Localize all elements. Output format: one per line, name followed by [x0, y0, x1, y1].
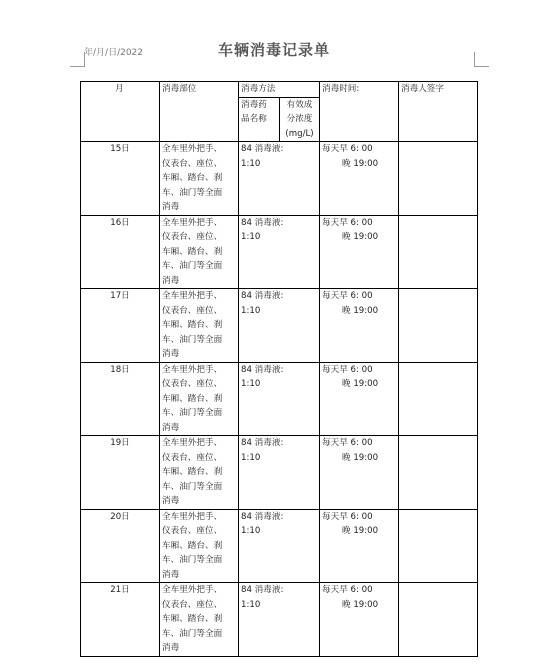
area-line: 车、油门等全面	[162, 481, 223, 492]
signature-cell[interactable]	[399, 436, 478, 510]
time-line: 晚 19:00	[342, 452, 379, 463]
area-line: 车厢、踏台、刹	[162, 393, 223, 404]
day-cell: 19日	[81, 436, 160, 510]
header-date: 年/月/日/2022	[84, 48, 144, 58]
method-line: 1:10	[241, 379, 261, 389]
method-line: 84 消毒液:	[241, 364, 284, 375]
time-line: 每天早 6: 00	[322, 438, 373, 448]
time-line: 每天早 6: 00	[322, 585, 373, 595]
method-line: 1:10	[241, 599, 261, 610]
area-line: 仪表台、座位、	[162, 158, 223, 169]
method-line: 84 消毒液:	[241, 585, 284, 595]
day-cell: 16日	[81, 215, 160, 289]
area-line: 消毒	[162, 496, 180, 506]
area-line: 全车里外把手、	[162, 511, 223, 522]
method-line: 1:10	[241, 305, 261, 316]
day-cell: 17日	[81, 289, 160, 363]
area-line: 车、油门等全面	[162, 555, 223, 565]
area-line: 车厢、踏台、刹	[162, 320, 223, 330]
day-cell: 20日	[81, 509, 160, 583]
table-row	[81, 142, 478, 216]
table-row	[81, 509, 478, 583]
area-line: 仪表台、座位、	[162, 379, 223, 389]
area-cell	[160, 362, 239, 436]
signature-cell[interactable]	[399, 509, 478, 583]
area-line: 全车里外把手、	[162, 144, 223, 154]
col-header-method: 消毒方法	[239, 82, 320, 98]
table-row	[81, 583, 478, 657]
time-line: 晚 19:00	[342, 305, 379, 316]
area-line: 全车里外把手、	[162, 291, 223, 301]
signature-cell[interactable]	[399, 362, 478, 436]
area-line: 车、油门等全面	[162, 334, 223, 345]
signature-cell[interactable]	[399, 583, 478, 657]
crop-mark-top-left	[70, 52, 85, 67]
time-line: 晚 19:00	[342, 379, 379, 389]
area-line: 消毒	[162, 569, 180, 580]
time-line: 每天早 6: 00	[322, 217, 373, 228]
area-line: 仪表台、座位、	[162, 599, 223, 610]
concentration-line: 分浓度	[286, 114, 313, 124]
method-line: 1:10	[241, 158, 261, 169]
area-line: 车厢、踏台、刹	[162, 540, 223, 551]
area-line: 车、油门等全面	[162, 187, 223, 198]
area-line: 车、油门等全面	[162, 408, 223, 418]
method-line: 1:10	[241, 232, 261, 242]
method-line: 84 消毒液:	[241, 144, 284, 154]
time-cell	[320, 436, 399, 510]
method-cell	[239, 509, 320, 583]
table-row	[81, 436, 478, 510]
time-line: 晚 19:00	[342, 232, 379, 242]
method-line: 84 消毒液:	[241, 291, 284, 301]
time-line: 每天早 6: 00	[322, 291, 373, 301]
time-line: 晚 19:00	[342, 599, 379, 610]
table-row	[81, 289, 478, 363]
method-cell	[239, 362, 320, 436]
method-line: 1:10	[241, 452, 261, 463]
area-line: 车厢、踏台、刹	[162, 467, 223, 477]
area-line: 消毒	[162, 349, 180, 359]
area-line: 消毒	[162, 422, 180, 433]
area-line: 全车里外把手、	[162, 364, 223, 375]
area-cell	[160, 583, 239, 657]
area-line: 全车里外把手、	[162, 585, 223, 595]
time-line: 每天早 6: 00	[322, 511, 373, 522]
area-line: 车、油门等全面	[162, 628, 223, 639]
col-header-concentration	[280, 97, 320, 142]
disinfection-record-table	[80, 81, 478, 657]
concentration-line: (mg/L)	[285, 128, 314, 139]
area-line: 消毒	[162, 643, 180, 653]
agent-name-line: 消毒药	[241, 99, 267, 110]
time-cell	[320, 583, 399, 657]
area-line: 车、油门等全面	[162, 261, 223, 271]
method-line: 84 消毒液:	[241, 217, 284, 228]
area-line: 仪表台、座位、	[162, 232, 223, 242]
time-cell	[320, 142, 399, 216]
method-cell	[239, 142, 320, 216]
area-line: 车厢、踏台、刹	[162, 173, 223, 183]
agent-name-line: 品名称	[241, 114, 267, 124]
col-header-area: 消毒部位	[160, 82, 239, 142]
area-line: 全车里外把手、	[162, 438, 223, 448]
area-cell	[160, 215, 239, 289]
time-line: 晚 19:00	[342, 158, 379, 169]
day-cell: 18日	[81, 362, 160, 436]
col-header-month: 月	[81, 82, 160, 142]
time-line: 每天早 6: 00	[322, 144, 373, 154]
method-cell	[239, 583, 320, 657]
time-cell	[320, 289, 399, 363]
area-line: 车厢、踏台、刹	[162, 614, 223, 624]
time-cell	[320, 509, 399, 583]
area-line: 仪表台、座位、	[162, 452, 223, 463]
col-header-agent-name	[239, 97, 280, 142]
signature-cell[interactable]	[399, 142, 478, 216]
area-cell	[160, 142, 239, 216]
area-cell	[160, 509, 239, 583]
time-cell	[320, 362, 399, 436]
area-line: 消毒	[162, 202, 180, 212]
table-row	[81, 215, 478, 289]
area-line: 全车里外把手、	[162, 217, 223, 228]
crop-mark-top-right	[474, 52, 489, 67]
area-cell	[160, 436, 239, 510]
table-header-row	[81, 82, 478, 98]
method-line: 1:10	[241, 526, 261, 536]
time-cell	[320, 215, 399, 289]
document-title: 车辆消毒记录单	[218, 41, 331, 59]
method-cell	[239, 289, 320, 363]
col-header-signature: 消毒人签字	[399, 82, 478, 142]
time-line: 晚 19:00	[342, 526, 379, 536]
area-line: 消毒	[162, 275, 180, 286]
method-cell	[239, 436, 320, 510]
col-header-time: 消毒时间:	[320, 82, 399, 142]
method-line: 84 消毒液:	[241, 438, 284, 448]
day-cell: 15日	[81, 142, 160, 216]
time-line: 每天早 6: 00	[322, 364, 373, 375]
day-cell: 21日	[81, 583, 160, 657]
method-cell	[239, 215, 320, 289]
area-cell	[160, 289, 239, 363]
area-line: 仪表台、座位、	[162, 305, 223, 316]
signature-cell[interactable]	[399, 289, 478, 363]
area-line: 仪表台、座位、	[162, 526, 223, 536]
area-line: 车厢、踏台、刹	[162, 246, 223, 257]
concentration-line: 有效成	[286, 99, 313, 110]
table-row	[81, 362, 478, 436]
method-line: 84 消毒液:	[241, 511, 284, 522]
signature-cell[interactable]	[399, 215, 478, 289]
